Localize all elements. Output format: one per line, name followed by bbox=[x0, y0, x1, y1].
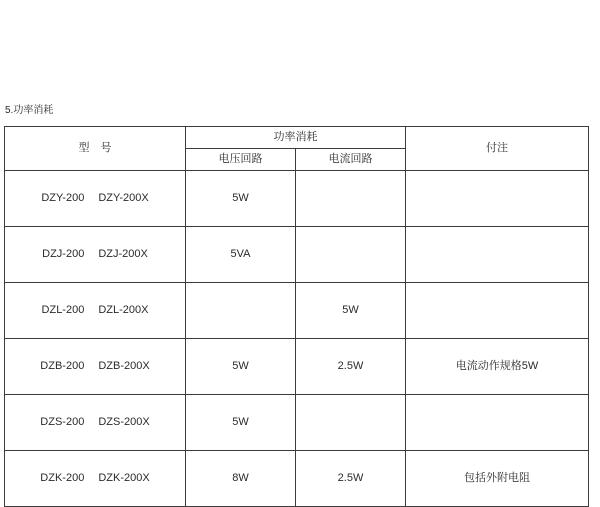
model-name: DZK-200 bbox=[40, 472, 85, 484]
table-row bbox=[5, 227, 589, 283]
header-note: 付注 bbox=[406, 127, 589, 171]
header-model: 型 号 bbox=[5, 127, 186, 171]
note-cell bbox=[406, 283, 589, 339]
model-name: DZJ-200 bbox=[42, 248, 85, 260]
model-pair bbox=[7, 473, 183, 484]
table-row bbox=[5, 395, 589, 451]
header-power-group: 功率消耗 bbox=[186, 127, 406, 149]
model-name-x: DZY-200X bbox=[98, 192, 149, 204]
header-voltage-circuit: 电压回路 bbox=[186, 149, 296, 171]
voltage-cell: 5W bbox=[186, 395, 296, 451]
model-pair bbox=[7, 249, 183, 260]
model-name: DZL-200 bbox=[41, 304, 85, 316]
table-row bbox=[5, 451, 589, 507]
current-cell bbox=[296, 395, 406, 451]
model-name-x: DZL-200X bbox=[98, 304, 149, 316]
table-body bbox=[5, 171, 589, 507]
current-cell: 2.5W bbox=[296, 451, 406, 507]
model-name: DZB-200 bbox=[40, 360, 85, 372]
model-cell bbox=[5, 171, 186, 227]
current-cell: 5W bbox=[296, 283, 406, 339]
voltage-cell: 5W bbox=[186, 171, 296, 227]
model-name: DZS-200 bbox=[40, 416, 85, 428]
note-cell bbox=[406, 395, 589, 451]
model-name-x: DZB-200X bbox=[98, 360, 150, 372]
note-cell: 包括外附电阻 bbox=[406, 451, 589, 507]
model-pair bbox=[7, 417, 183, 428]
note-cell bbox=[406, 227, 589, 283]
table-row bbox=[5, 171, 589, 227]
model-cell bbox=[5, 283, 186, 339]
note-cell bbox=[406, 171, 589, 227]
model-pair bbox=[7, 305, 183, 316]
note-cell: 电流动作规格5W bbox=[406, 339, 589, 395]
model-name-x: DZJ-200X bbox=[98, 248, 148, 260]
model-cell bbox=[5, 339, 186, 395]
header-row-top bbox=[5, 127, 589, 149]
current-cell bbox=[296, 171, 406, 227]
voltage-cell: 5W bbox=[186, 339, 296, 395]
header-current-circuit: 电流回路 bbox=[296, 149, 406, 171]
voltage-cell bbox=[186, 283, 296, 339]
model-cell bbox=[5, 227, 186, 283]
section-title: 5.功率消耗 bbox=[5, 105, 54, 116]
model-name: DZY-200 bbox=[41, 192, 85, 204]
model-cell bbox=[5, 451, 186, 507]
model-name-x: DZK-200X bbox=[98, 472, 150, 484]
table-row bbox=[5, 283, 589, 339]
model-pair bbox=[7, 361, 183, 372]
model-pair bbox=[7, 193, 183, 204]
voltage-cell: 8W bbox=[186, 451, 296, 507]
table-header bbox=[5, 127, 589, 171]
power-consumption-table bbox=[4, 126, 589, 507]
table-row bbox=[5, 339, 589, 395]
current-cell: 2.5W bbox=[296, 339, 406, 395]
voltage-cell: 5VA bbox=[186, 227, 296, 283]
current-cell bbox=[296, 227, 406, 283]
model-cell bbox=[5, 395, 186, 451]
model-name-x: DZS-200X bbox=[98, 416, 150, 428]
